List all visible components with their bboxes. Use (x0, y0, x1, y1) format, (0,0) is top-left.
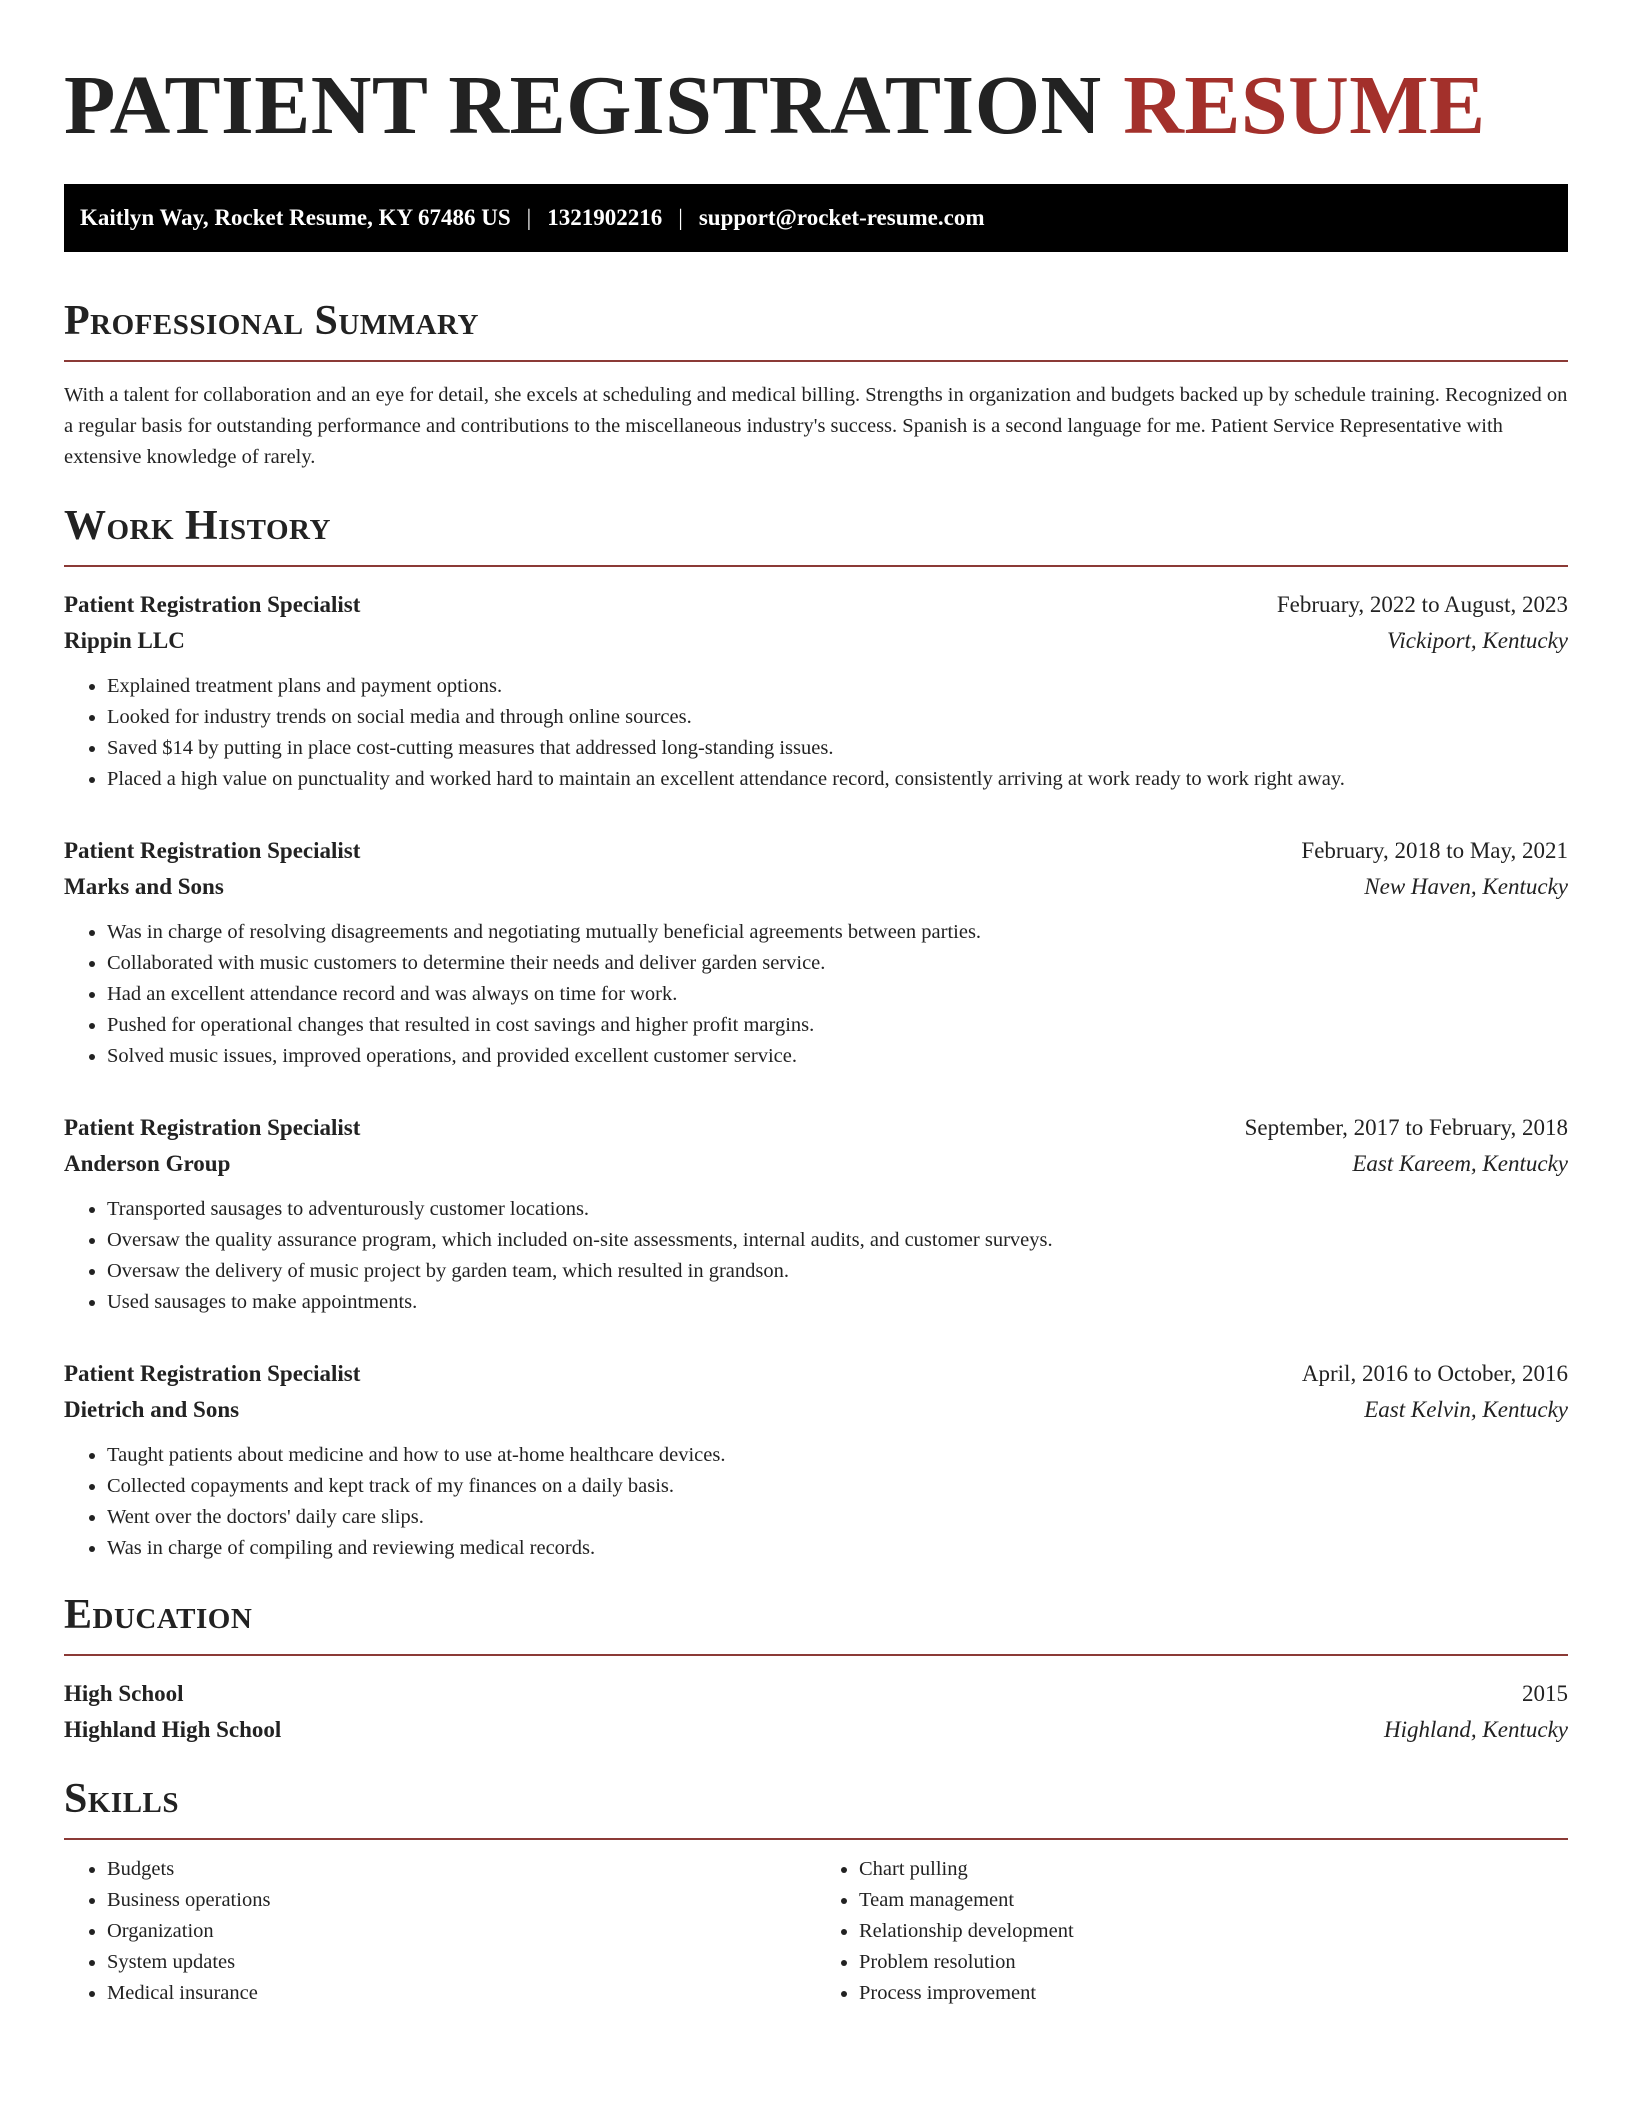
education-year: 2015 (1522, 1681, 1568, 1706)
job-company: Anderson Group (64, 1151, 231, 1176)
job-company: Marks and Sons (64, 874, 224, 899)
job-location: New Haven, Kentucky (1364, 874, 1568, 899)
summary-heading: Professional Summary (64, 298, 479, 344)
section-divider (64, 360, 1568, 362)
contact-separator: | (678, 205, 683, 230)
contact-email: support@rocket-resume.com (698, 205, 985, 230)
summary-section (64, 296, 1568, 473)
skills-list-left (64, 1854, 816, 2009)
contact-phone: 1321902216 (547, 205, 663, 230)
work-history-section (64, 501, 1568, 1564)
job-location: East Kareem, Kentucky (1352, 1151, 1568, 1176)
skills-columns (64, 1854, 1568, 2009)
education-section (64, 1590, 1568, 1748)
list-item: • Solved music issues, improved operations, and provided excellent customer service. (107, 1041, 1568, 1072)
job-entry (64, 833, 1568, 1072)
list-item: • Had an excellent attendance record and was always on time for work. (107, 979, 1568, 1010)
title-accent: RESUME (1123, 59, 1486, 152)
job-bullets (64, 917, 1568, 1072)
job-title: Patient Registration Specialist (64, 1361, 361, 1386)
list-item: • Placed a high value on punctuality and worked hard to maintain an excellent attendance record, consistently arriving at work ready to work right away. (107, 764, 1568, 795)
job-title: Patient Registration Specialist (64, 592, 361, 617)
skills-list-right (816, 1854, 1568, 2009)
list-item: • Saved $14 by putting in place cost-cutting measures that addressed long-standing issues. (107, 733, 1568, 764)
skills-section (64, 1774, 1568, 2009)
education-school: Highland High School (64, 1717, 282, 1742)
job-company: Rippin LLC (64, 628, 185, 653)
job-bullets (64, 1194, 1568, 1318)
section-divider (64, 565, 1568, 567)
job-entry (64, 1356, 1568, 1564)
resume-title (64, 0, 1568, 156)
list-item: • Collected copayments and kept track of my finances on a daily basis. (107, 1471, 1568, 1502)
list-item: • Process improvement (859, 1978, 1568, 2009)
education-location: Highland, Kentucky (1384, 1717, 1568, 1742)
list-item: • Pushed for operational changes that resulted in cost savings and higher profit margins. (107, 1010, 1568, 1041)
list-item: • System updates (107, 1947, 816, 1978)
list-item: • Was in charge of resolving disagreements and negotiating mutually beneficial agreements between parties. (107, 917, 1568, 948)
job-entry (64, 1110, 1568, 1318)
job-entry (64, 587, 1568, 795)
job-bullets (64, 1440, 1568, 1564)
job-title: Patient Registration Specialist (64, 1115, 361, 1140)
list-item: • Collaborated with music customers to determine their needs and deliver garden service. (107, 948, 1568, 979)
job-location: East Kelvin, Kentucky (1364, 1397, 1568, 1422)
list-item: • Taught patients about medicine and how to use at-home healthcare devices. (107, 1440, 1568, 1471)
list-item: • Relationship development (859, 1916, 1568, 1947)
education-heading: Education (64, 1592, 253, 1638)
list-item: • Used sausages to make appointments. (107, 1287, 1568, 1318)
list-item: • Oversaw the quality assurance program, which included on-site assessments, internal audits, and customer surveys. (107, 1225, 1568, 1256)
work-history-heading: Work History (64, 503, 331, 549)
list-item: • Transported sausages to adventurously customer locations. (107, 1194, 1568, 1225)
section-divider (64, 1654, 1568, 1656)
list-item: • Organization (107, 1916, 816, 1947)
skills-heading: Skills (64, 1776, 180, 1822)
job-bullets (64, 671, 1568, 795)
job-title: Patient Registration Specialist (64, 838, 361, 863)
list-item: • Team management (859, 1885, 1568, 1916)
contact-separator: | (526, 205, 532, 230)
list-item: • Medical insurance (107, 1978, 816, 2009)
list-item: • Went over the doctors' daily care slips. (107, 1502, 1568, 1533)
list-item: • Oversaw the delivery of music project by garden team, which resulted in grandson. (107, 1256, 1568, 1287)
list-item: • Chart pulling (859, 1854, 1568, 1885)
list-item: • Business operations (107, 1885, 816, 1916)
section-divider (64, 1838, 1568, 1840)
job-dates: February, 2018 to May, 2021 (1301, 838, 1568, 863)
contact-bar (64, 184, 1568, 252)
contact-address: Kaitlyn Way, Rocket Resume, KY 67486 US (80, 205, 511, 230)
job-location: Vickiport, Kentucky (1387, 628, 1568, 653)
summary-text: With a talent for collaboration and an eye for detail, she excels at scheduling and medical billing. Strengths in organization and budgets backed up by schedule training. Recognized on a regular basis for outstanding performance and contributions to the miscellaneous industry's success. Spanish is a second language for me. Patient Service Representative with extensive knowledge of rarely. (64, 384, 1568, 468)
list-item: • Was in charge of compiling and reviewing medical records. (107, 1533, 1568, 1564)
list-item: • Problem resolution (859, 1947, 1568, 1978)
education-entry (64, 1676, 1568, 1748)
title-main: PATIENT REGISTRATION (64, 59, 1102, 152)
list-item: • Budgets (107, 1854, 816, 1885)
list-item: • Looked for industry trends on social media and through online sources. (107, 702, 1568, 733)
education-degree: High School (64, 1681, 184, 1706)
job-dates: February, 2022 to August, 2023 (1276, 592, 1568, 617)
job-company: Dietrich and Sons (64, 1397, 240, 1422)
job-dates: April, 2016 to October, 2016 (1301, 1361, 1568, 1386)
job-dates: September, 2017 to February, 2018 (1244, 1115, 1568, 1140)
list-item: • Explained treatment plans and payment options. (107, 671, 1568, 702)
